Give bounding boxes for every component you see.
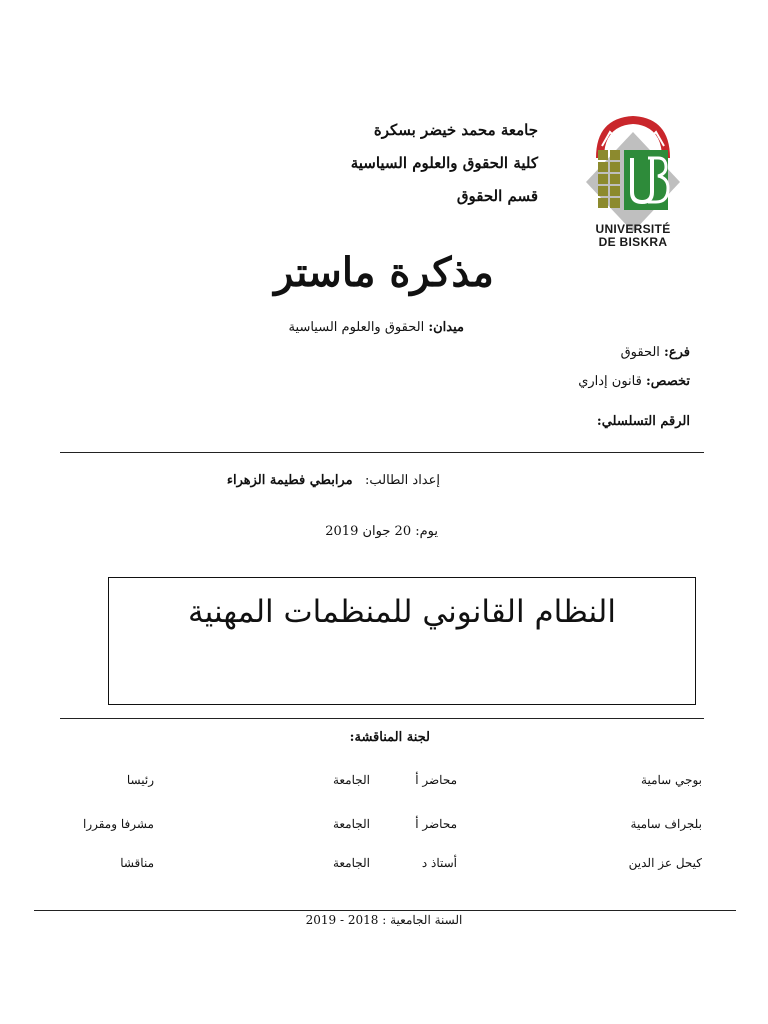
branch-value: الحقوق — [620, 345, 660, 360]
specialty-value: قانون إداري — [578, 374, 642, 389]
specialty-field — [578, 374, 690, 389]
member-institution: الجامعة — [332, 856, 370, 870]
university-header — [238, 114, 538, 213]
logo-caption-line1: UNIVERSITÉ — [595, 222, 671, 236]
branch-label: فرع: — [664, 345, 690, 360]
committee-title: لجنة المناقشة: — [349, 730, 430, 745]
serial-field — [597, 414, 690, 429]
member-name: كيحل عز الدين — [628, 856, 702, 870]
memo-title: مذكرة ماستر — [274, 249, 494, 296]
logo-caption — [574, 223, 692, 249]
logo-caption-line2: DE BISKRA — [598, 235, 668, 249]
member-rank: محاضر أ — [415, 817, 457, 831]
date-field — [325, 524, 438, 539]
student-label: إعداد الطالب: — [364, 473, 440, 488]
specialty-label: تخصص: — [645, 374, 690, 389]
member-institution: الجامعة — [332, 817, 370, 831]
member-rank: محاضر أ — [415, 773, 457, 787]
domain-label: ميدان: — [428, 320, 464, 335]
student-field — [227, 473, 440, 488]
thesis-title: النظام القانوني للمنظمات المهنية — [188, 594, 616, 630]
date-label: يوم: — [415, 524, 438, 539]
faculty-name: كلية الحقوق والعلوم السياسية — [350, 154, 538, 172]
divider-top — [60, 452, 704, 453]
member-name: بلجراف سامية — [630, 817, 702, 831]
member-institution: الجامعة — [332, 773, 370, 787]
university-name: جامعة محمد خيضر بسكرة — [373, 121, 538, 139]
divider-middle — [60, 718, 704, 719]
member-name: بوجي سامية — [641, 773, 702, 787]
academic-year: السنة الجامعية : 2018 - 2019 — [305, 913, 463, 927]
member-rank: أستاذ د — [421, 856, 457, 870]
member-role: مناقشا — [120, 856, 154, 870]
domain-value: الحقوق والعلوم السياسية — [288, 320, 425, 335]
student-name: مرابطي فطيمة الزهراء — [226, 473, 353, 488]
member-role: مشرفا ومقررا — [82, 817, 154, 831]
domain-field — [289, 320, 464, 335]
divider-bottom — [34, 910, 736, 911]
serial-label: الرقم التسلسلي: — [596, 414, 690, 429]
branch-field — [621, 345, 690, 360]
date-value: 20 جوان 2019 — [325, 524, 412, 539]
department-name: قسم الحقوق — [456, 187, 538, 205]
member-role: رئيسا — [126, 773, 154, 787]
